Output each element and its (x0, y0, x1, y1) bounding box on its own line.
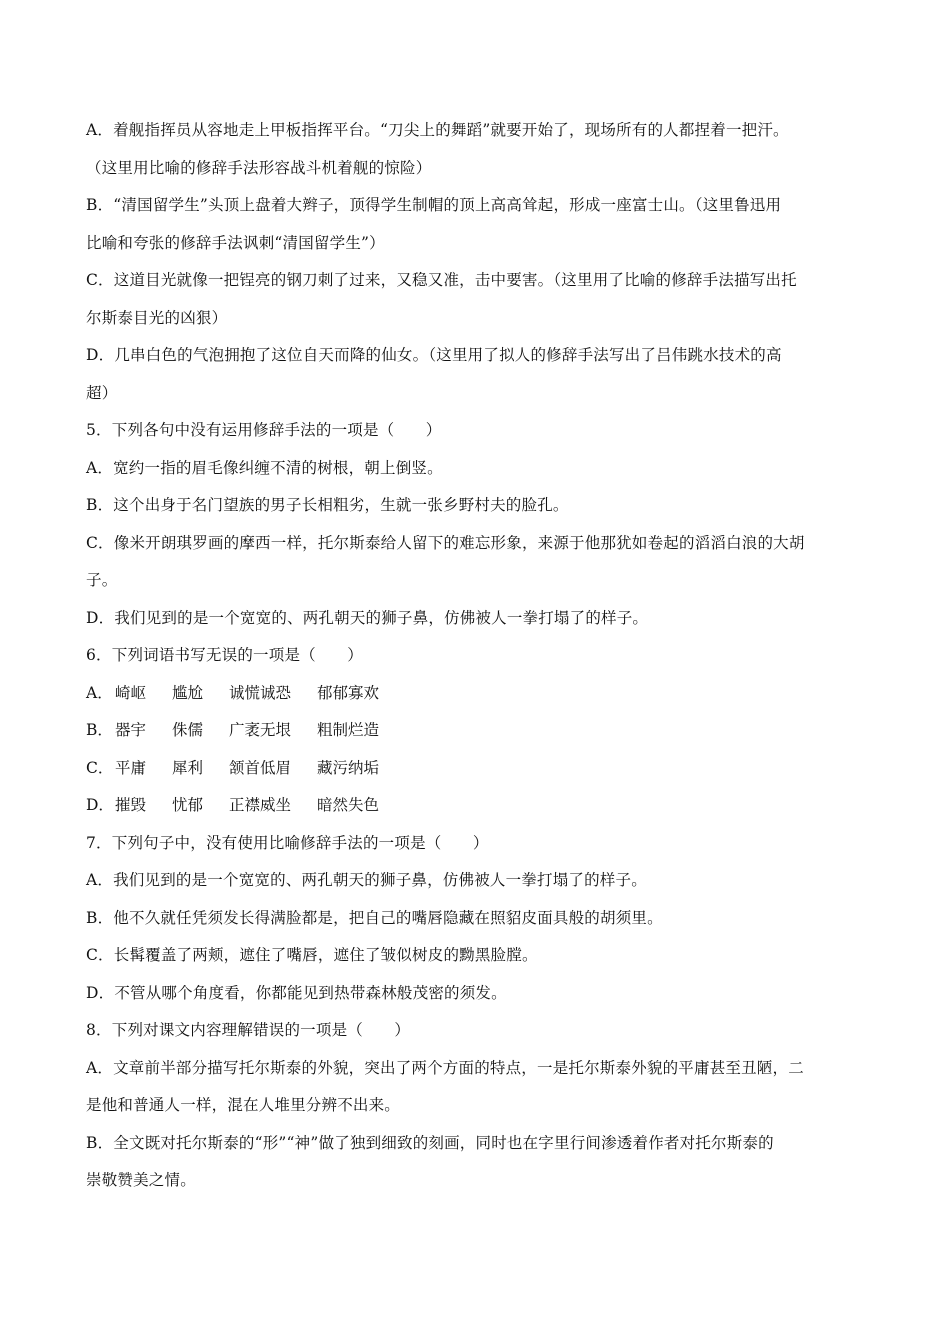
q4-option-c-line2: 尔斯泰目光的凶狠） (86, 308, 228, 327)
q5-option-a: A．宽约一指的眉毛像纠缠不清的树根，朝上倒竖。 (86, 458, 443, 477)
option-word: 器宇 (115, 721, 147, 739)
q5-option-c-line1: C．像米开朗琪罗画的摩西一样，托尔斯泰给人留下的难忘形象，来源于他那犹如卷起的滔滔白浪的大胡 (86, 533, 805, 552)
option-word: 郁郁寡欢 (317, 683, 380, 702)
option-word: 崎岖 (115, 683, 147, 702)
option-word: 暗然失色 (317, 796, 380, 814)
q4-option-a-line2: （这里用比喻的修辞手法形容战斗机着舰的惊险） (86, 158, 432, 177)
q8-option-a-line1: A．文章前半部分描写托尔斯泰的外貌，突出了两个方面的特点，一是托尔斯泰外貌的平庸甚至丑陋，二 (86, 1058, 804, 1077)
q7-option-a: A．我们见到的是一个宽宽的、两孔朝天的狮子鼻，仿佛被人一拳打塌了的样子。 (86, 871, 647, 889)
q7-option-b: B．他不久就任凭须发长得满脸都是，把自己的嘴唇隐藏在照貂皮面具般的胡须里。 (86, 908, 663, 927)
option-word: 犀利 (172, 758, 204, 777)
q4-option-d-line2: 超） (86, 383, 118, 402)
q5-option-c-line2: 子。 (86, 571, 118, 589)
q6-option-b (86, 712, 858, 750)
q4-option-c-line1: C．这道目光就像一把锃亮的钢刀刺了过来，又稳又准，击中要害。（这里用了比喻的修辞手法描写出托 (86, 271, 797, 289)
option-word: 正襟威坐 (229, 796, 292, 814)
option-word: 平庸 (115, 758, 147, 777)
option-letter: A． (86, 683, 113, 702)
option-word: 诚慌诚恐 (229, 683, 292, 702)
option-word: 藏污纳垢 (317, 758, 380, 777)
option-word: 侏儒 (172, 721, 204, 739)
q4-option-a-line1: A．着舰指挥员从容地走上甲板指挥平台。“刀尖上的舞蹈”就要开始了，现场所有的人都捏着一把汗。 (86, 121, 789, 139)
q7-option-c: C．长髯覆盖了两颊，遮住了嘴唇，遮住了皱似树皮的黝黑脸膛。 (86, 946, 538, 964)
q5-option-b: B．这个出身于名门望族的男子长相粗劣，生就一张乡野村夫的脸孔。 (86, 496, 569, 514)
q8-option-b-line1: B．全文既对托尔斯泰的“形”“神”做了独到细致的刻画，同时也在字里行间渗透着作者对托尔斯泰的 (86, 1133, 774, 1152)
option-word: 摧毁 (115, 796, 147, 814)
q4-option-b-line2: 比喻和夸张的修辞手法讽刺“清国留学生”） (86, 233, 385, 252)
q5-option-d: D．我们见到的是一个宽宽的、两孔朝天的狮子鼻，仿佛被人一拳打塌了的样子。 (86, 608, 649, 627)
option-word: 忧郁 (172, 796, 204, 814)
question-7-stem: 7．下列句子中，没有使用比喻修辞手法的一项是（ ） (86, 833, 489, 852)
q6-option-a (86, 675, 858, 713)
option-word: 粗制烂造 (317, 721, 380, 739)
q7-option-d: D．不管从哪个角度看，你都能见到热带森林般茂密的须发。 (86, 983, 507, 1002)
q4-option-b-line1: B．“清国留学生”头顶上盘着大辫子，顶得学生制帽的顶上高高耸起，形成一座富士山。（这里鲁迅用 (86, 196, 782, 214)
document-page (86, 112, 858, 1200)
question-6-stem: 6．下列词语书写无误的一项是（ ） (86, 646, 363, 664)
option-letter: B． (86, 721, 113, 739)
option-letter: C． (86, 758, 114, 777)
question-8-stem: 8．下列对课文内容理解错误的一项是（ ） (86, 1021, 411, 1039)
option-word: 尴尬 (172, 683, 204, 702)
option-word: 颔首低眉 (229, 758, 292, 777)
q6-option-d (86, 787, 858, 825)
q6-option-c (86, 750, 858, 788)
option-letter: D． (86, 796, 114, 814)
q4-option-d-line1: D．几串白色的气泡拥抱了这位自天而降的仙女。（这里用了拟人的修辞手法写出了吕伟跳水技术的高 (86, 346, 782, 364)
q8-option-a-line2: 是他和普通人一样，混在人堆里分辨不出来。 (86, 1096, 401, 1114)
question-5-stem: 5．下列各句中没有运用修辞手法的一项是（ ） (86, 421, 442, 439)
option-word: 广袤无垠 (229, 721, 292, 739)
q8-option-b-line2: 崇敬赞美之情。 (86, 1171, 196, 1189)
